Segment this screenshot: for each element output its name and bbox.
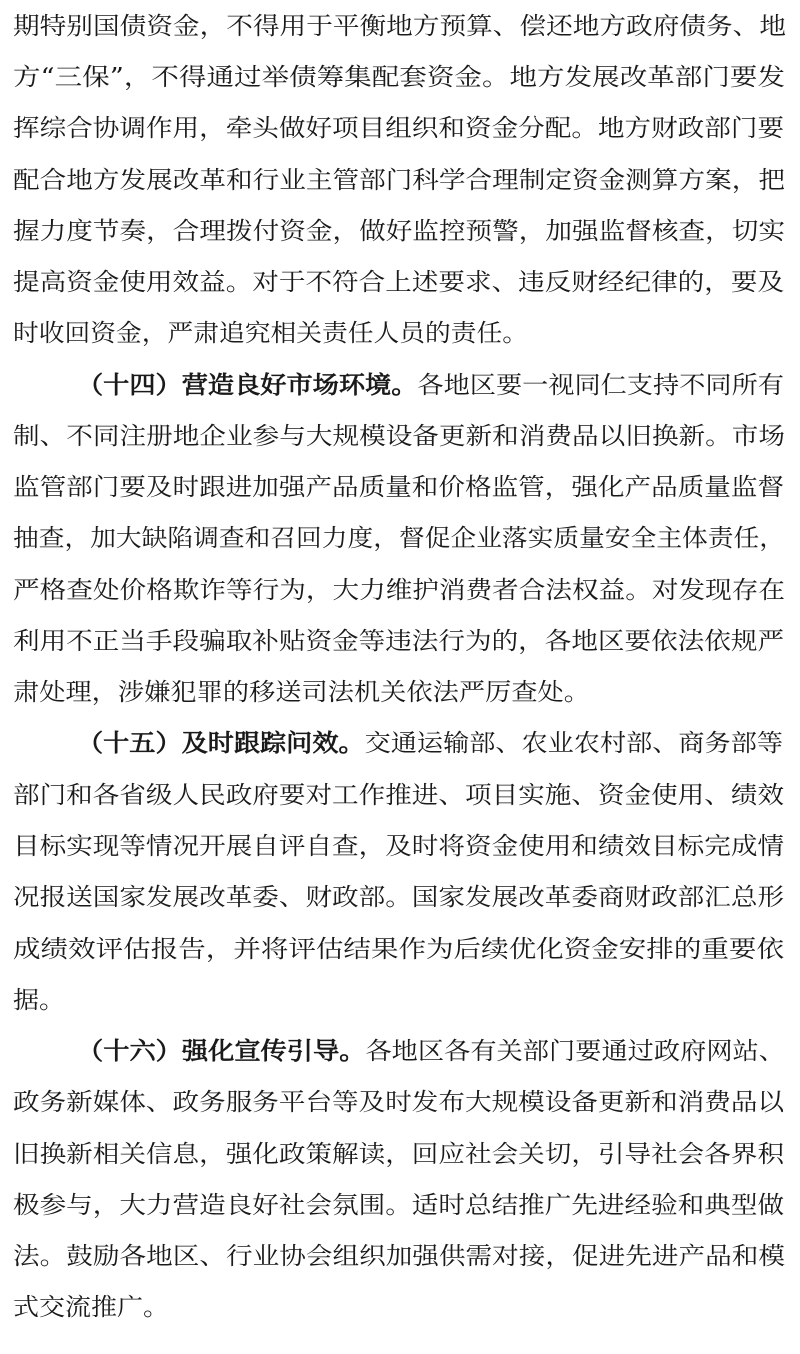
line-text: 各地区各有关部门要通过政府网站、: [365, 1037, 786, 1065]
document-line: [13, 313, 800, 353]
line-text: 挥综合协调作用，牵头做好项目组织和资金分配。地方财政部门要: [13, 114, 785, 142]
line-text: 况报送国家发展改革委、财政部。国家发展改革委商财政部汇总形: [13, 883, 785, 911]
document-line: [77, 365, 800, 405]
document-line: [13, 518, 800, 558]
line-text: 利用不正当手段骗取补贴资金等违法行为的，各地区要依法依规严: [13, 627, 785, 655]
line-text: 极参与，大力营造良好社会氛围。适时总结推广先进经验和典型做: [13, 1191, 785, 1219]
document-line: [13, 1185, 800, 1225]
document-line: [13, 160, 800, 200]
section-heading: （十五）及时跟踪问效。: [77, 729, 365, 757]
document-line: [77, 1031, 800, 1071]
line-text: 握力度节奏，合理拨付资金，做好监控预警，加强监督核查，切实: [13, 217, 786, 245]
document-line: [13, 1082, 800, 1122]
line-text: 肃处理，涉嫌犯罪的移送司法机关依法严厉查处。: [13, 678, 590, 706]
line-text: 成绩效评估报告，并将评估结果作为后续优化资金安排的重要依: [13, 935, 784, 963]
line-text: 式交流推广。: [13, 1293, 169, 1321]
line-text: 严格查处价格欺诈等行为，大力维护消费者合法权益。对发现存在: [13, 576, 786, 604]
document-line: [13, 929, 800, 969]
document-line: [13, 1134, 800, 1174]
line-text: 法。鼓励各地区、行业协会组织加强供需对接，促进先进产品和模: [13, 1242, 786, 1270]
document-line: [77, 723, 800, 763]
section-heading: （十四）营造良好市场环境。: [77, 371, 418, 399]
document-line: [13, 672, 800, 712]
line-text: 期特别国债资金，不得用于平衡地方预算、偿还地方政府债务、地: [13, 12, 786, 40]
line-text: 配合地方发展改革和行业主管部门科学合理制定资金测算方案，把: [13, 166, 786, 194]
document-line: [13, 775, 800, 815]
document-line: [13, 262, 800, 302]
line-text: 时收回资金，严肃追究相关责任人员的责任。: [13, 319, 528, 347]
line-text: 目标实现等情况开展自评自查，及时将资金使用和绩效目标完成情: [13, 832, 785, 860]
document-line: [13, 826, 800, 866]
document-line: [13, 1287, 800, 1327]
document-line: [13, 416, 800, 456]
line-text: 旧换新相关信息，强化政策解读，回应社会关切，引导社会各界积: [13, 1140, 785, 1168]
line-text: 政务新媒体、政务服务平台等及时发布大规模设备更新和消费品以: [13, 1088, 785, 1116]
document-line: [13, 621, 800, 661]
line-text: 各地区要一视同仁支持不同所有: [417, 371, 784, 399]
document-line: [13, 6, 800, 46]
line-text: 方“三保”，不得通过举债筹集配套资金。地方发展改革部门要发: [13, 63, 786, 91]
line-text: 部门和各省级人民政府要对工作推进、项目实施、资金使用、绩效: [13, 781, 785, 809]
document-line: [13, 211, 800, 251]
document-line: [13, 108, 800, 148]
line-text: 提高资金使用效益。对于不符合上述要求、违反财经纪律的，要及: [13, 268, 785, 296]
line-text: 制、不同注册地企业参与大规模设备更新和消费品以旧换新。市场: [13, 422, 786, 450]
document-line: [13, 1236, 800, 1276]
document-line: [13, 877, 800, 917]
line-text: 抽查，加大缺陷调查和召回力度，督促企业落实质量安全主体责任，: [13, 524, 785, 552]
document-line: [13, 467, 800, 507]
line-text: 交通运输部、农业农村部、商务部等: [364, 729, 783, 757]
section-heading: （十六）强化宣传引导。: [77, 1037, 366, 1065]
line-text: 据。: [13, 986, 65, 1014]
document-line: [13, 57, 800, 97]
line-text: 监管部门要及时跟进加强产品质量和价格监管，强化产品质量监督: [13, 473, 785, 501]
document-line: [13, 980, 800, 1020]
document-line: [13, 570, 800, 610]
